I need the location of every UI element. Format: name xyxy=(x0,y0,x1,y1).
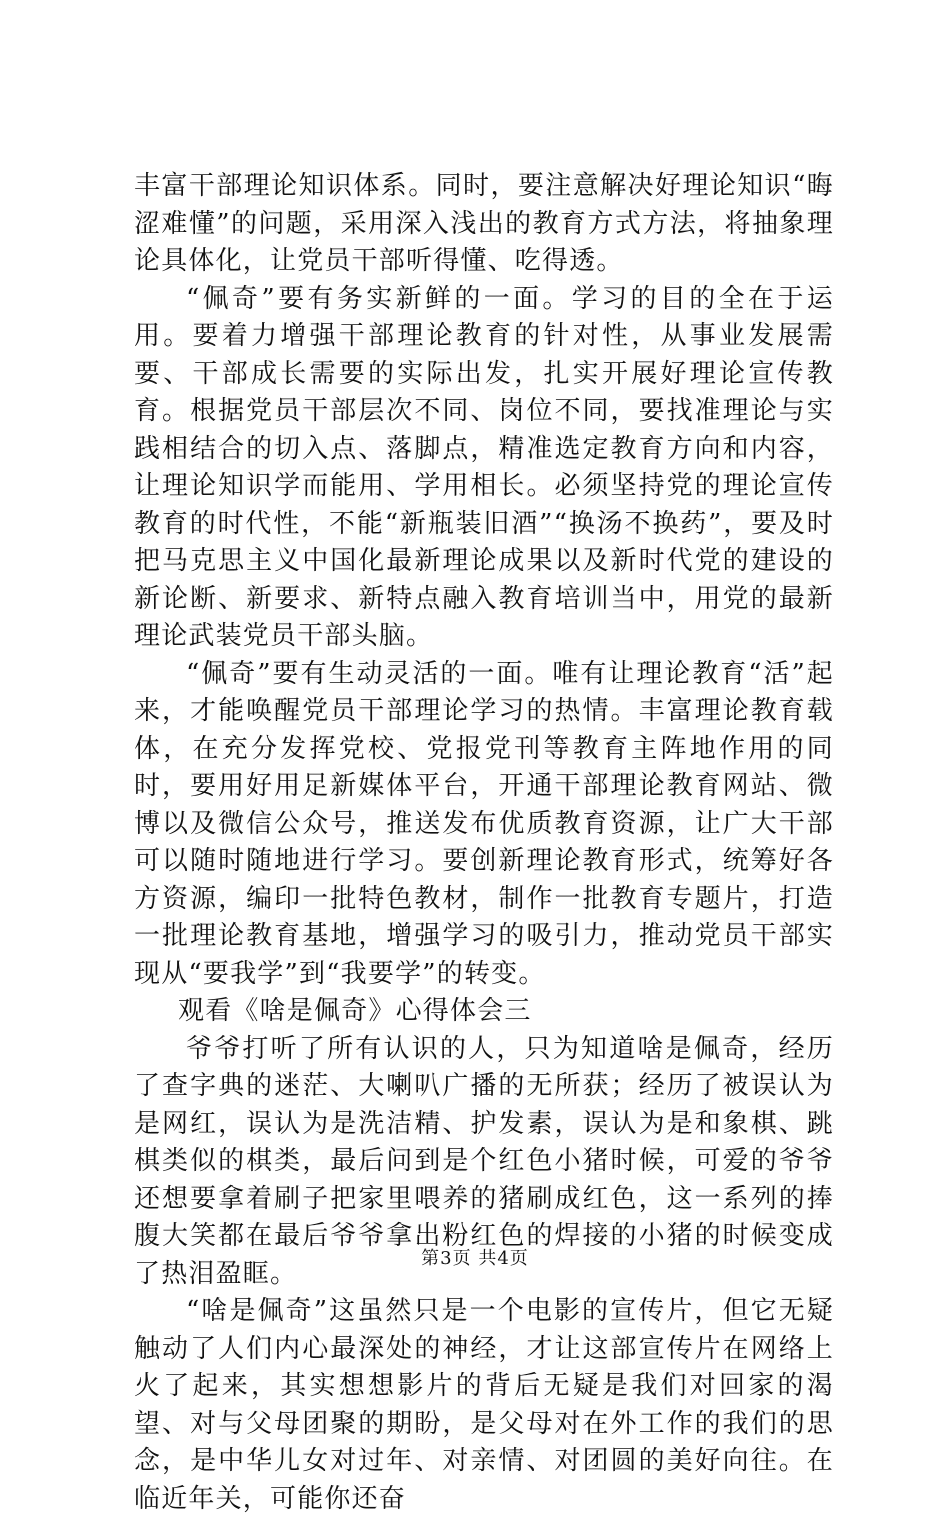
paragraph-continuation: 丰富干部理论知识体系。同时，要注意解决好理论知识“晦涩难懂”的问题，采用深入浅出的教育方式方法，将抽象理论具体化，让党员干部听得懂、吃得透。 xyxy=(134,171,834,276)
section-title: 观看《啥是佩奇》心得体会三 xyxy=(178,996,532,1026)
document-body xyxy=(134,168,834,1518)
paragraph-lively: “佩奇”要有生动灵活的一面。唯有让理论教育“活”起来，才能唤醒党员干部理论学习的热情。丰富理论教育载体，在充分发挥党校、党报党刊等教育主阵地作用的同时，要用好用足新媒体平台，开通干部理论教育网站、微博以及微信公众号，推送发布优质教育资源，让广大干部可以随时随地进行学习。要创新理论教育形式，统筹好各方资源，编印一批特色教材，制作一批教育专题片，打造一批理论教育基地，增强学习的吸引力，推动党员干部实现从“要我学”到“我要学”的转变。 xyxy=(134,658,834,989)
page-footer xyxy=(0,1244,950,1270)
paragraph-practical: “佩奇”要有务实新鲜的一面。学习的目的全在于运用。要着力增强干部理论教育的针对性，从事业发展需要、干部成长需要的实际出发，扎实开展好理论宣传教育。根据党员干部层次不同、岗位不同，要找准理论与实践相结合的切入点、落脚点，精准选定教育方向和内容，让理论知识学而能用、学用相长。必须坚持党的理论宣传教育的时代性，不能“新瓶装旧酒”“换汤不换药”，要及时把马克思主义中国化最新理论成果以及新时代党的建设的新论断、新要求、新特点融入教育培训当中，用党的最新理论武装党员干部头脑。 xyxy=(134,283,834,651)
page-number: 第3页 共4页 xyxy=(421,1248,529,1269)
paragraph-grandpa: 爷爷打听了所有认识的人，只为知道啥是佩奇，经历了查字典的迷茫、大喇叭广播的无所获；经历了被误认为是网红，误认为是洗洁精、护发素，误认为是和象棋、跳棋类似的棋类，最后问到是个红色小猪时候，可爱的爷爷还想要拿着刷子把家里喂养的猪刷成红色，这一系列的捧腹大笑都在最后爷爷拿出粉红色的焊接的小猪的时候变成了热泪盈眶。 xyxy=(134,1033,834,1289)
paragraph-reflection: “啥是佩奇”这虽然只是一个电影的宣传片，但它无疑触动了人们内心最深处的神经，才让这部宣传片在网络上火了起来，其实想想影片的背后无疑是我们对回家的渴望、对与父母团聚的期盼，是父母对在外工作的我们的思念，是中华儿女对过年、对亲情、对团圆的美好向往。在临近年关，可能你还奋 xyxy=(134,1296,834,1514)
